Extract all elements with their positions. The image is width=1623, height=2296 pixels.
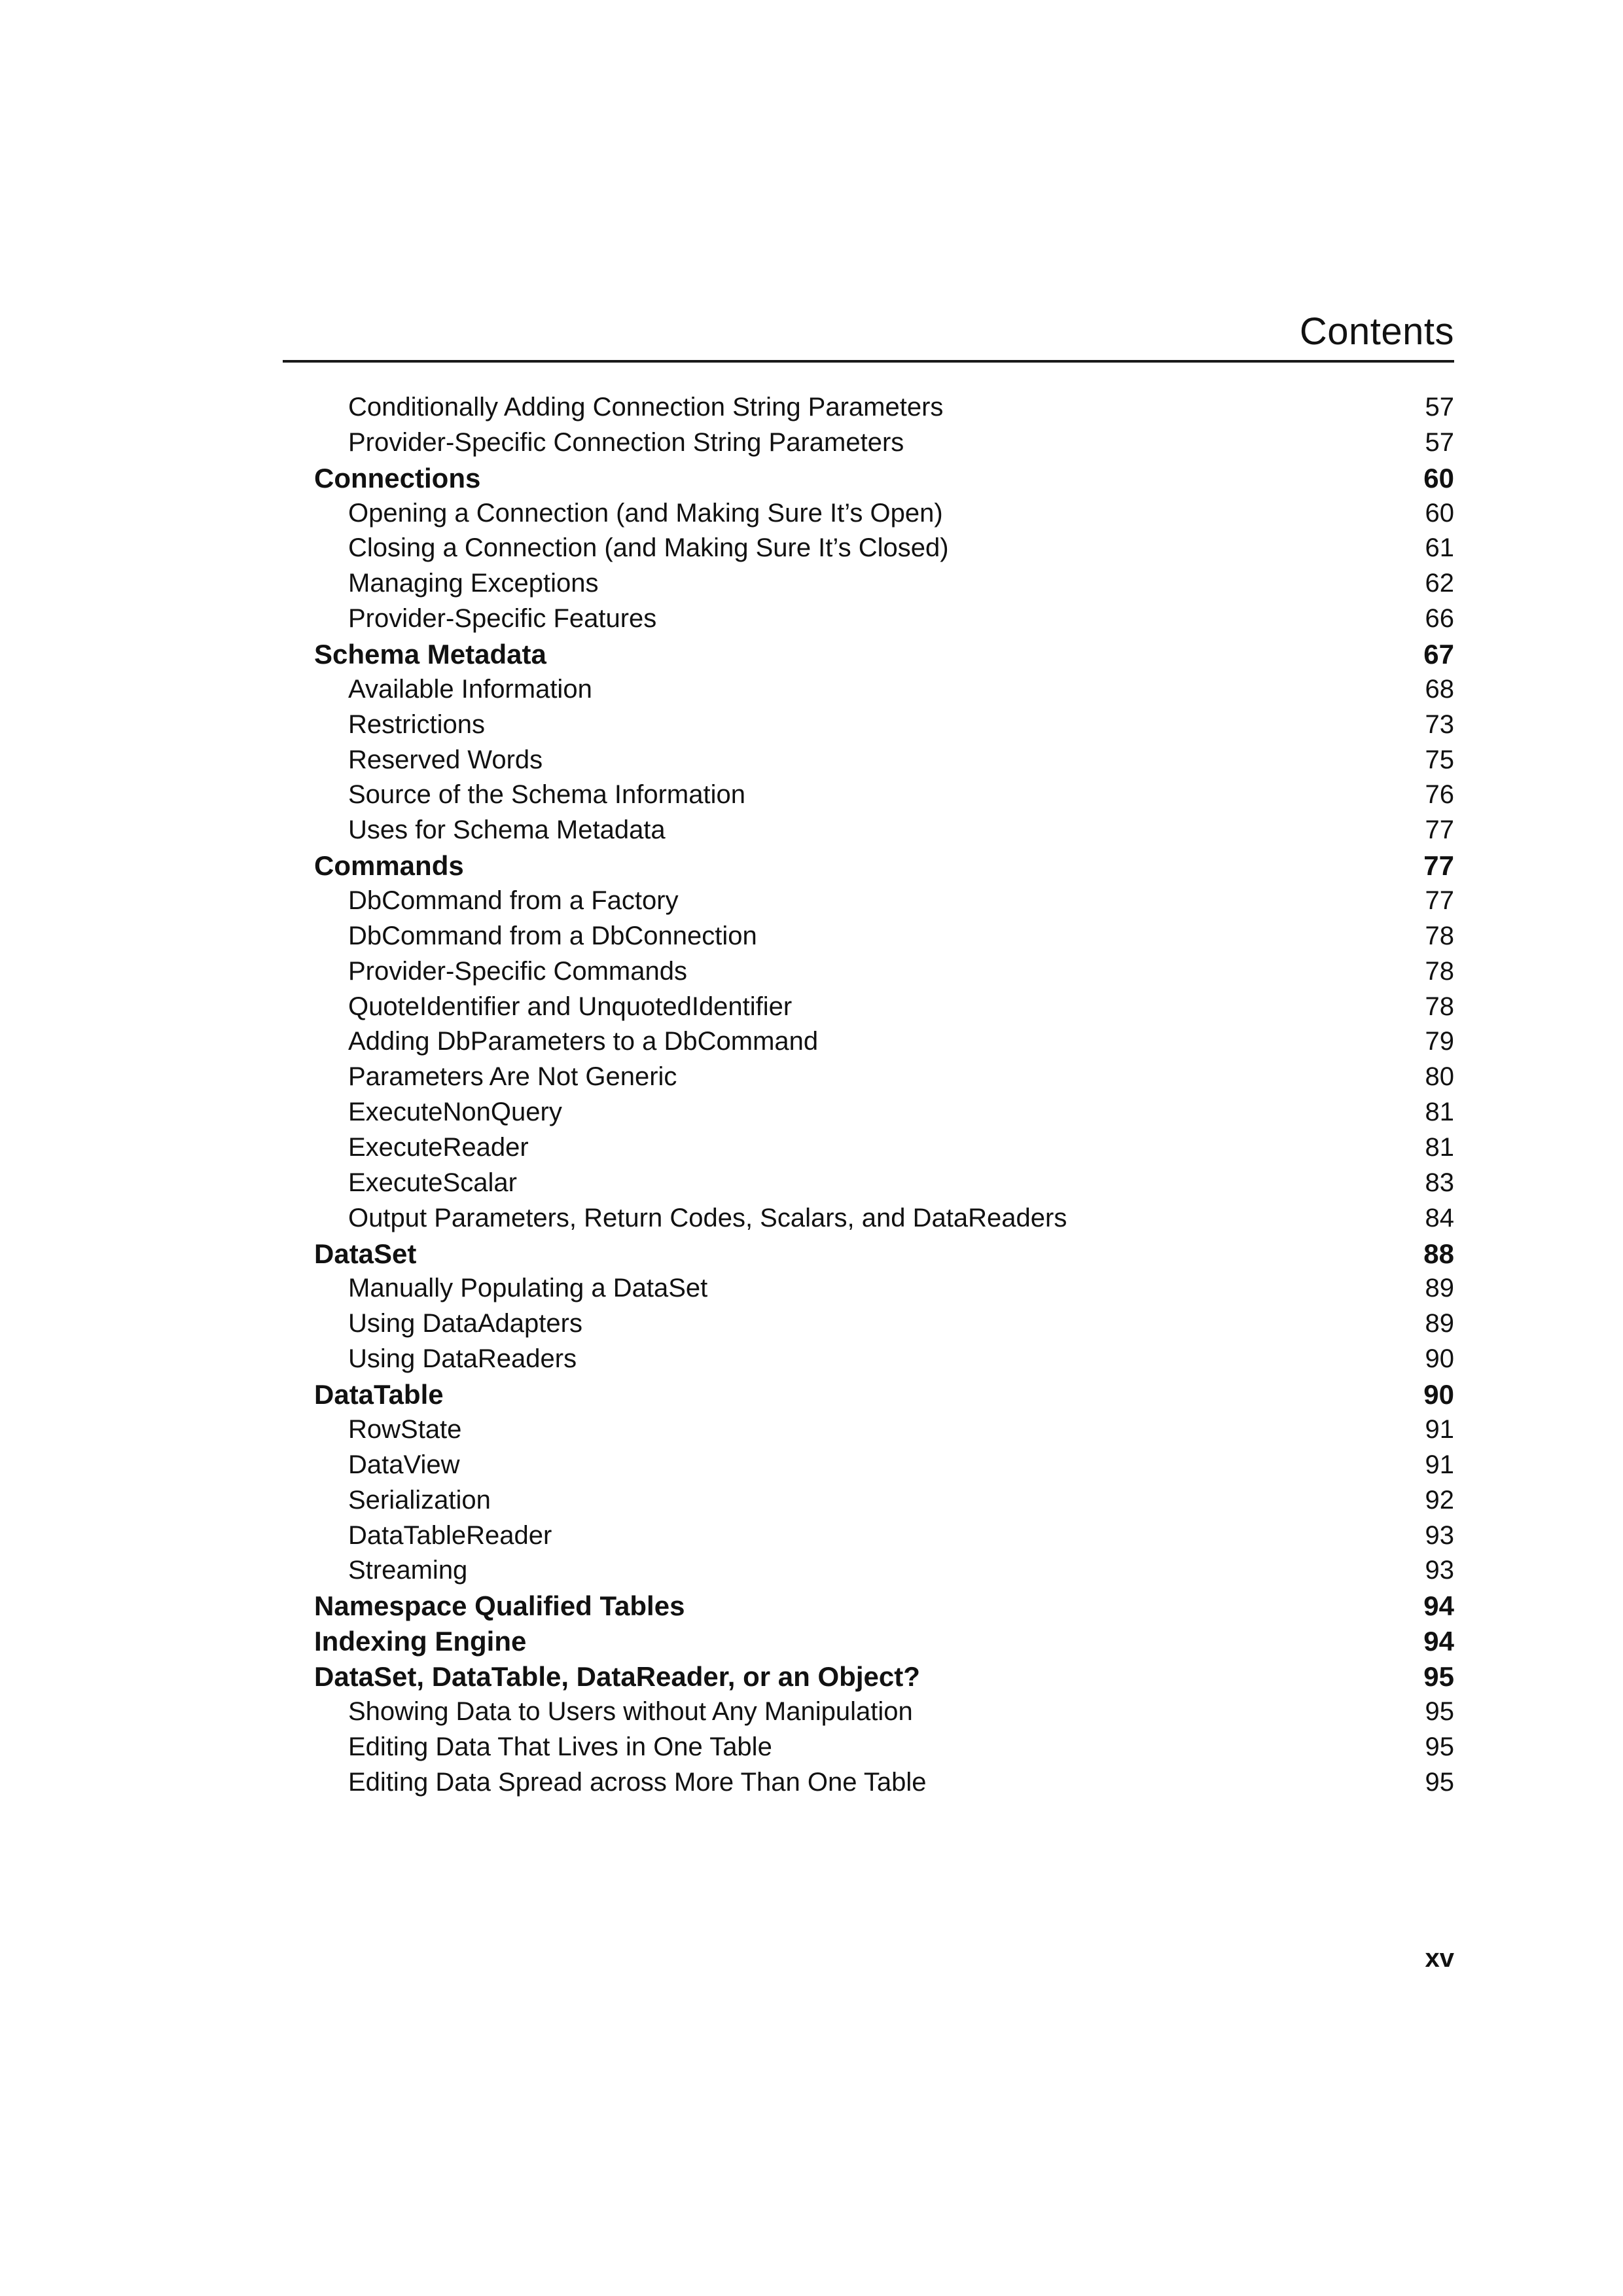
toc-section-entry bbox=[283, 1236, 1454, 1272]
toc-entry-page: 77 bbox=[1425, 886, 1454, 916]
toc-entry-title: Closing a Connection (and Making Sure It’s Closed) bbox=[348, 533, 949, 563]
toc-entry-page: 75 bbox=[1425, 745, 1454, 774]
toc-entry-title: Adding DbParameters to a DbCommand bbox=[348, 1027, 819, 1056]
toc-entry-page: 95 bbox=[1425, 1732, 1454, 1761]
toc-entry-title: DataSet, DataTable, DataReader, or an Object? bbox=[314, 1660, 920, 1692]
toc-entry-title: DataTable bbox=[314, 1379, 444, 1410]
toc-section-entry bbox=[283, 1588, 1454, 1624]
toc-subsection-entry bbox=[283, 1765, 1454, 1801]
toc-subsection-entry bbox=[283, 1166, 1454, 1201]
toc-entry-page: 61 bbox=[1425, 533, 1454, 563]
page-title: Contents bbox=[1299, 310, 1454, 353]
toc-subsection-entry bbox=[283, 1483, 1454, 1518]
toc-subsection-entry bbox=[283, 1342, 1454, 1377]
toc-entry-page: 60 bbox=[1425, 498, 1454, 528]
toc-entry-page: 94 bbox=[1423, 1590, 1454, 1622]
toc-entry-page: 73 bbox=[1425, 709, 1454, 739]
toc-subsection-entry bbox=[283, 1518, 1454, 1554]
toc-entry-title: Restrictions bbox=[348, 709, 485, 739]
toc-entry-title: QuoteIdentifier and UnquotedIdentifier bbox=[348, 992, 793, 1021]
toc-subsection-entry bbox=[283, 425, 1454, 461]
toc-entry-page: 88 bbox=[1423, 1238, 1454, 1269]
toc-entry-page: 93 bbox=[1425, 1520, 1454, 1550]
toc-entry-title: Serialization bbox=[348, 1485, 491, 1515]
toc-entry-page: 89 bbox=[1425, 1274, 1454, 1303]
toc-entry-title: Managing Exceptions bbox=[348, 569, 599, 598]
toc-entry-title: Provider-Specific Commands bbox=[348, 956, 687, 986]
toc-entry-page: 76 bbox=[1425, 780, 1454, 810]
toc-entry-page: 67 bbox=[1423, 639, 1454, 670]
toc-entry-page: 94 bbox=[1423, 1626, 1454, 1657]
toc-entry-title: Connections bbox=[314, 462, 481, 493]
toc-subsection-entry bbox=[283, 778, 1454, 813]
toc-section-entry bbox=[283, 848, 1454, 884]
toc-entry-page: 93 bbox=[1425, 1556, 1454, 1585]
toc-subsection-entry bbox=[283, 496, 1454, 531]
toc-section-entry bbox=[283, 637, 1454, 672]
toc-subsection-entry bbox=[283, 708, 1454, 743]
toc-entry-page: 91 bbox=[1425, 1414, 1454, 1444]
toc-entry-title: Conditionally Adding Connection String Parameters bbox=[348, 393, 944, 422]
toc-subsection-entry bbox=[283, 1553, 1454, 1588]
toc-subsection-entry bbox=[283, 813, 1454, 848]
toc-entry-page: 91 bbox=[1425, 1450, 1454, 1479]
toc-subsection-entry bbox=[283, 1130, 1454, 1166]
toc-subsection-entry bbox=[283, 1412, 1454, 1448]
toc-entry-title: ExecuteNonQuery bbox=[348, 1098, 562, 1127]
toc-entry-title: Uses for Schema Metadata bbox=[348, 816, 666, 845]
toc-entry-page: 78 bbox=[1425, 921, 1454, 950]
toc-entry-page: 80 bbox=[1425, 1062, 1454, 1092]
toc-subsection-entry bbox=[283, 919, 1454, 954]
toc-entry-page: 78 bbox=[1425, 956, 1454, 986]
toc-entry-page: 81 bbox=[1425, 1133, 1454, 1162]
toc-subsection-entry bbox=[283, 672, 1454, 708]
toc-entry-title: Schema Metadata bbox=[314, 639, 546, 670]
toc-entry-page: 84 bbox=[1425, 1203, 1454, 1232]
toc-entry-title: Editing Data That Lives in One Table bbox=[348, 1732, 772, 1761]
toc-subsection-entry bbox=[283, 990, 1454, 1025]
toc-entry-page: 66 bbox=[1425, 604, 1454, 634]
toc-entry-title: Available Information bbox=[348, 674, 592, 704]
toc-subsection-entry bbox=[283, 1271, 1454, 1306]
toc-subsection-entry bbox=[283, 1060, 1454, 1095]
toc-entry-title: DataSet bbox=[314, 1238, 417, 1269]
toc-entry-title: Namespace Qualified Tables bbox=[314, 1590, 685, 1622]
toc-entry-page: 95 bbox=[1425, 1696, 1454, 1726]
toc-entry-title: Provider-Specific Features bbox=[348, 604, 657, 634]
toc-entry-title: Commands bbox=[314, 850, 464, 882]
running-header bbox=[283, 310, 1454, 363]
toc-entry-page: 95 bbox=[1423, 1660, 1454, 1692]
toc-entry-title: Using DataReaders bbox=[348, 1344, 577, 1374]
toc-subsection-entry bbox=[283, 1695, 1454, 1730]
toc-entry-title: Provider-Specific Connection String Parameters bbox=[348, 427, 904, 457]
toc-subsection-entry bbox=[283, 390, 1454, 425]
toc-entry-page: 90 bbox=[1423, 1379, 1454, 1410]
toc-entry-page: 95 bbox=[1425, 1767, 1454, 1797]
toc-entry-title: DataView bbox=[348, 1450, 460, 1479]
toc-entry-title: Opening a Connection (and Making Sure It’s Open) bbox=[348, 498, 943, 528]
toc-subsection-entry bbox=[283, 1095, 1454, 1130]
toc-entry-page: 92 bbox=[1425, 1485, 1454, 1515]
toc-entry-title: Parameters Are Not Generic bbox=[348, 1062, 677, 1092]
toc-entry-title: Output Parameters, Return Codes, Scalars, and DataReaders bbox=[348, 1203, 1067, 1232]
toc-entry-page: 90 bbox=[1425, 1344, 1454, 1374]
toc-subsection-entry bbox=[283, 531, 1454, 566]
toc-entry-title: ExecuteReader bbox=[348, 1133, 529, 1162]
toc-entry-page: 57 bbox=[1425, 427, 1454, 457]
toc-entry-title: Manually Populating a DataSet bbox=[348, 1274, 708, 1303]
toc-subsection-entry bbox=[283, 1024, 1454, 1060]
toc-entry-title: Streaming bbox=[348, 1556, 468, 1585]
toc-subsection-entry bbox=[283, 566, 1454, 601]
toc-subsection-entry bbox=[283, 743, 1454, 778]
toc-entry-page: 77 bbox=[1425, 816, 1454, 845]
toc-subsection-entry bbox=[283, 1730, 1454, 1765]
toc-entry-title: Indexing Engine bbox=[314, 1626, 527, 1657]
toc-entry-page: 81 bbox=[1425, 1098, 1454, 1127]
toc-entry-page: 57 bbox=[1425, 393, 1454, 422]
toc-subsection-entry bbox=[283, 1201, 1454, 1236]
toc-section-entry bbox=[283, 1659, 1454, 1695]
toc-entry-page: 68 bbox=[1425, 674, 1454, 704]
toc-entry-title: Showing Data to Users without Any Manipulation bbox=[348, 1696, 913, 1726]
toc-entry-title: Using DataAdapters bbox=[348, 1309, 582, 1338]
toc-entry-page: 62 bbox=[1425, 569, 1454, 598]
toc-section-entry bbox=[283, 1377, 1454, 1412]
toc-entry-page: 77 bbox=[1423, 850, 1454, 882]
toc-entry-page: 79 bbox=[1425, 1027, 1454, 1056]
toc-entry-title: DataTableReader bbox=[348, 1520, 552, 1550]
toc-entry-title: Source of the Schema Information bbox=[348, 780, 745, 810]
toc-entry-title: Editing Data Spread across More Than One Table bbox=[348, 1767, 927, 1797]
toc-subsection-entry bbox=[283, 1448, 1454, 1483]
toc-entry-page: 83 bbox=[1425, 1168, 1454, 1197]
toc-entry-page: 78 bbox=[1425, 992, 1454, 1021]
table-of-contents bbox=[283, 390, 1454, 1800]
toc-entry-page: 60 bbox=[1423, 462, 1454, 493]
toc-entry-title: RowState bbox=[348, 1414, 462, 1444]
toc-subsection-entry bbox=[283, 884, 1454, 919]
toc-section-entry bbox=[283, 1624, 1454, 1659]
toc-entry-page: 89 bbox=[1425, 1309, 1454, 1338]
page-number: xv bbox=[1425, 1944, 1454, 1973]
toc-entry-title: ExecuteScalar bbox=[348, 1168, 517, 1197]
toc-subsection-entry bbox=[283, 1306, 1454, 1342]
toc-subsection-entry bbox=[283, 601, 1454, 637]
toc-subsection-entry bbox=[283, 954, 1454, 990]
toc-section-entry bbox=[283, 461, 1454, 496]
toc-entry-title: Reserved Words bbox=[348, 745, 543, 774]
toc-entry-title: DbCommand from a Factory bbox=[348, 886, 679, 916]
toc-entry-title: DbCommand from a DbConnection bbox=[348, 921, 757, 950]
